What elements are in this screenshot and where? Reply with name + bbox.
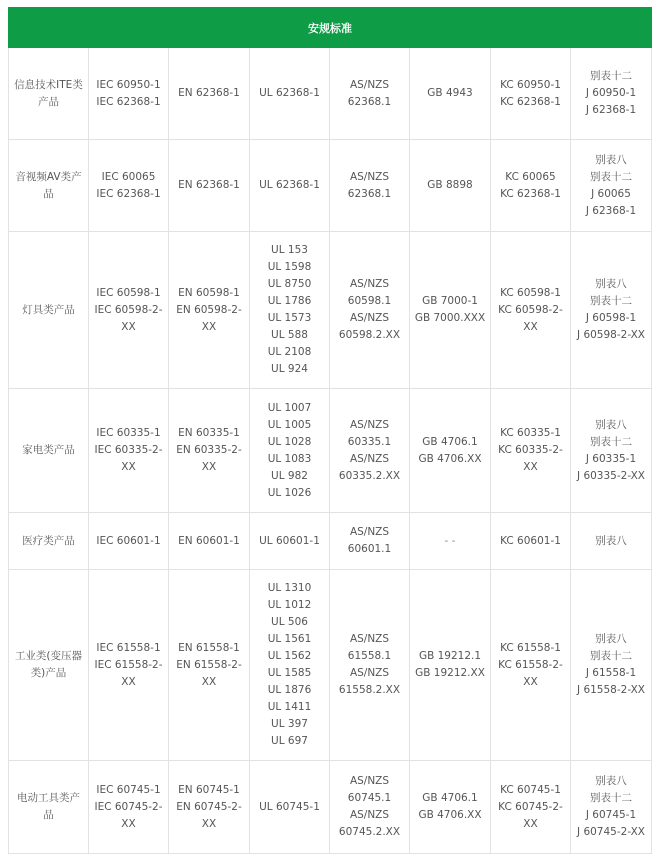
jp-cell: 别表八 别表十二 J 60745-1 J 60745-2-XX: [571, 761, 652, 854]
ul-cell: UL 60601-1: [250, 513, 330, 570]
kc-cell: KC 60745-1 KC 60745-2- XX: [491, 761, 571, 854]
iec-cell: IEC 61558-1 IEC 61558-2- XX: [89, 570, 169, 761]
en-cell: EN 60601-1: [169, 513, 250, 570]
jp-cell: 别表八: [571, 513, 652, 570]
jp-cell: 别表八 别表十二 J 60598-1 J 60598-2-XX: [571, 232, 652, 389]
en-cell: EN 61558-1 EN 61558-2- XX: [169, 570, 250, 761]
table-row: [9, 570, 652, 761]
iec-cell: IEC 60335-1 IEC 60335-2- XX: [89, 389, 169, 513]
kc-cell: KC 60598-1 KC 60598-2- XX: [491, 232, 571, 389]
asnzs-cell: AS/NZS 60335.1 AS/NZS 60335.2.XX: [330, 389, 410, 513]
table-title: 安规标准: [9, 8, 652, 48]
jp-cell: 别表八 别表十二 J 60335-1 J 60335-2-XX: [571, 389, 652, 513]
gb-cell: GB 8898: [410, 140, 491, 232]
ul-cell: UL 62368-1: [250, 48, 330, 140]
gb-cell: GB 4943: [410, 48, 491, 140]
iec-cell: IEC 60065 IEC 62368-1: [89, 140, 169, 232]
gb-cell: GB 7000-1 GB 7000.XXX: [410, 232, 491, 389]
jp-cell: 别表八 别表十二 J 61558-1 J 61558-2-XX: [571, 570, 652, 761]
table-body: [9, 48, 652, 854]
ul-cell: UL 1007 UL 1005 UL 1028 UL 1083 UL 982 UL 1026: [250, 389, 330, 513]
kc-cell: KC 60950-1 KC 62368-1: [491, 48, 571, 140]
iec-cell: IEC 60601-1: [89, 513, 169, 570]
product-cell: 工业类(变压器 类)产品: [9, 570, 89, 761]
product-cell: 医疗类产品: [9, 513, 89, 570]
gb-cell: GB 4706.1 GB 4706.XX: [410, 761, 491, 854]
ul-cell: UL 153 UL 1598 UL 8750 UL 1786 UL 1573 UL 588 UL 2108 UL 924: [250, 232, 330, 389]
kc-cell: KC 61558-1 KC 61558-2- XX: [491, 570, 571, 761]
safety-standards-table: [8, 7, 652, 854]
iec-cell: IEC 60950-1 IEC 62368-1: [89, 48, 169, 140]
kc-cell: KC 60065 KC 62368-1: [491, 140, 571, 232]
standards-table-container: [8, 7, 651, 854]
table-row: [9, 513, 652, 570]
table-row: [9, 48, 652, 140]
jp-cell: 别表八 别表十二 J 60065 J 62368-1: [571, 140, 652, 232]
asnzs-cell: AS/NZS 61558.1 AS/NZS 61558.2.XX: [330, 570, 410, 761]
table-row: [9, 232, 652, 389]
gb-cell: GB 19212.1 GB 19212.XX: [410, 570, 491, 761]
kc-cell: KC 60601-1: [491, 513, 571, 570]
en-cell: EN 60335-1 EN 60335-2- XX: [169, 389, 250, 513]
asnzs-cell: AS/NZS 60601.1: [330, 513, 410, 570]
product-cell: 电动工具类产 品: [9, 761, 89, 854]
kc-cell: KC 60335-1 KC 60335-2- XX: [491, 389, 571, 513]
ul-cell: UL 60745-1: [250, 761, 330, 854]
asnzs-cell: AS/NZS 62368.1: [330, 140, 410, 232]
product-cell: 信息技术ITE类 产品: [9, 48, 89, 140]
gb-cell: - -: [410, 513, 491, 570]
table-row: [9, 140, 652, 232]
header-row: [9, 8, 652, 48]
table-row: [9, 389, 652, 513]
product-cell: 灯具类产品: [9, 232, 89, 389]
product-cell: 家电类产品: [9, 389, 89, 513]
en-cell: EN 62368-1: [169, 48, 250, 140]
table-row: [9, 761, 652, 854]
asnzs-cell: AS/NZS 62368.1: [330, 48, 410, 140]
en-cell: EN 60745-1 EN 60745-2- XX: [169, 761, 250, 854]
gb-cell: GB 4706.1 GB 4706.XX: [410, 389, 491, 513]
asnzs-cell: AS/NZS 60745.1 AS/NZS 60745.2.XX: [330, 761, 410, 854]
asnzs-cell: AS/NZS 60598.1 AS/NZS 60598.2.XX: [330, 232, 410, 389]
en-cell: EN 60598-1 EN 60598-2- XX: [169, 232, 250, 389]
ul-cell: UL 1310 UL 1012 UL 506 UL 1561 UL 1562 UL 1585 UL 1876 UL 1411 UL 397 UL 697: [250, 570, 330, 761]
jp-cell: 别表十二 J 60950-1 J 62368-1: [571, 48, 652, 140]
iec-cell: IEC 60745-1 IEC 60745-2- XX: [89, 761, 169, 854]
iec-cell: IEC 60598-1 IEC 60598-2- XX: [89, 232, 169, 389]
ul-cell: UL 62368-1: [250, 140, 330, 232]
en-cell: EN 62368-1: [169, 140, 250, 232]
product-cell: 音视频AV类产 品: [9, 140, 89, 232]
